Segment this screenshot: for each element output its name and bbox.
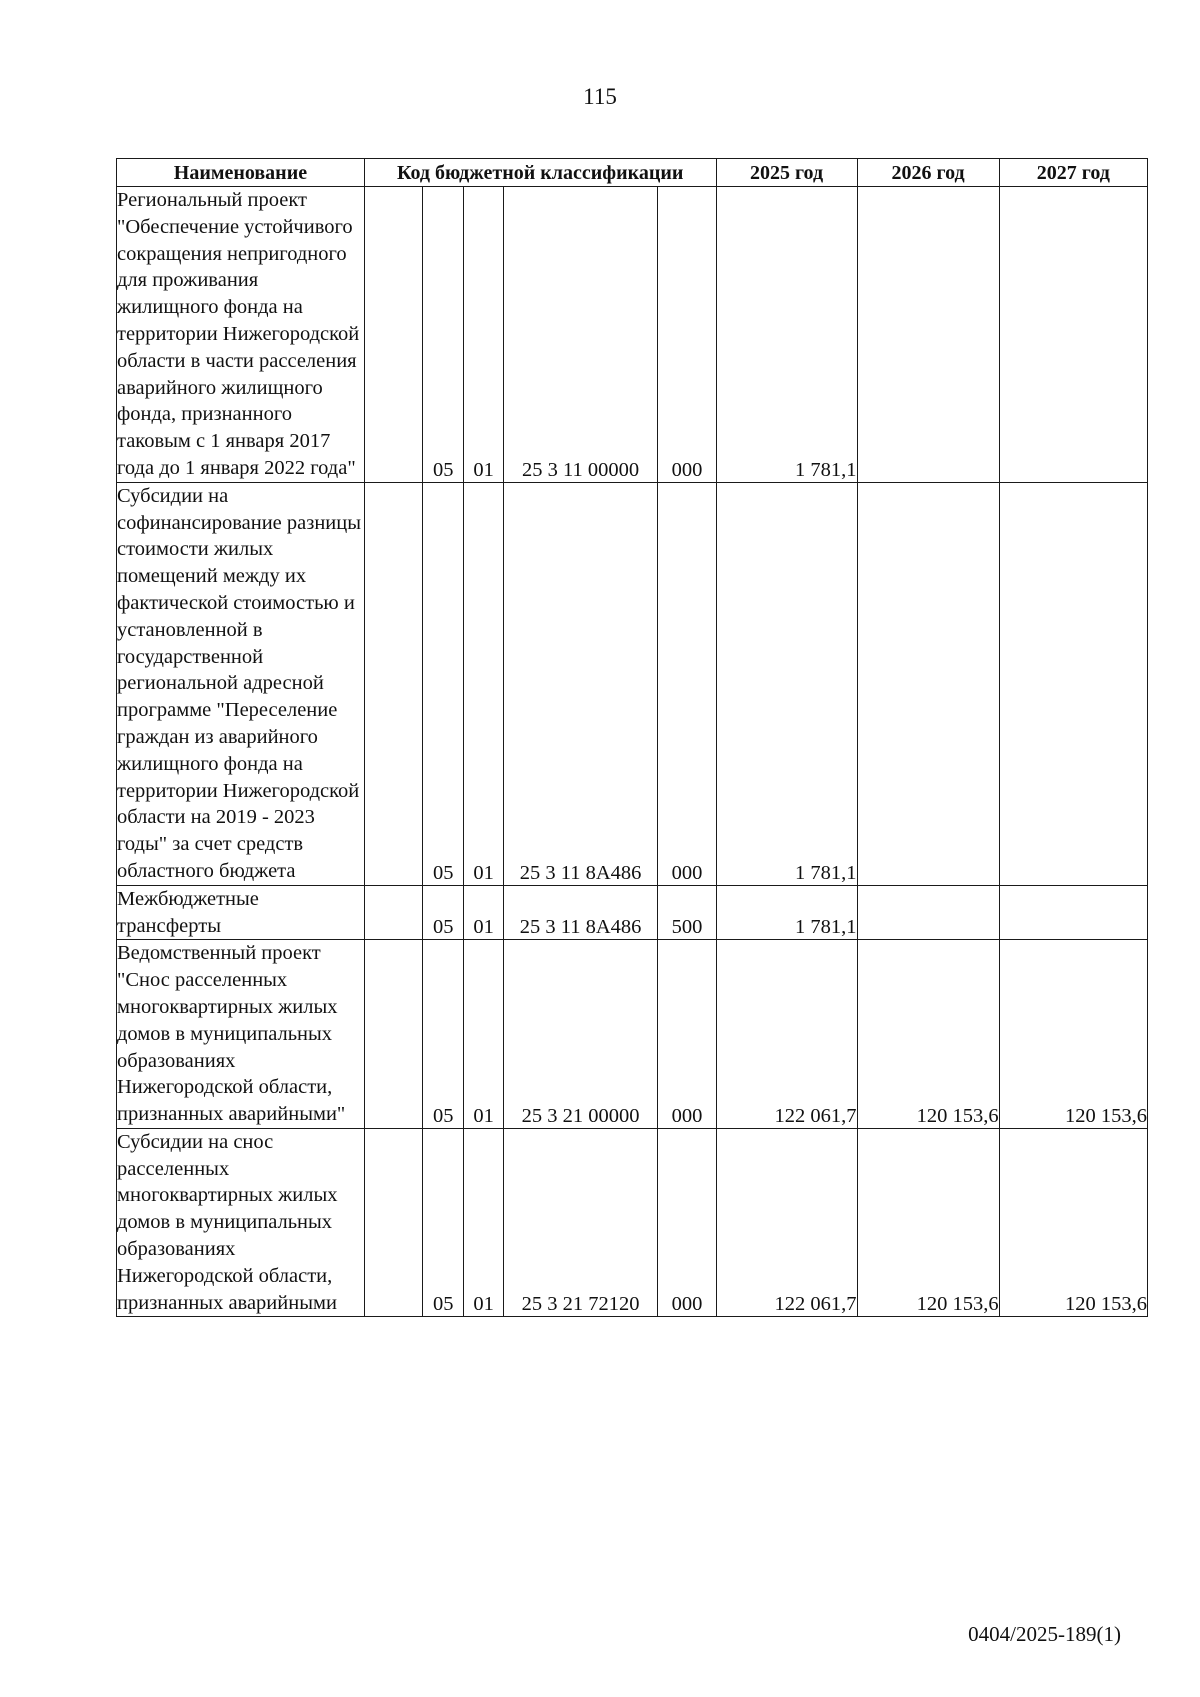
code-target: 25 3 11 8А486 — [503, 885, 658, 940]
table-row — [117, 482, 1148, 885]
value-2027 — [999, 885, 1147, 940]
value-2026: 120 153,6 — [857, 1128, 999, 1317]
code-target: 25 3 11 00000 — [503, 187, 658, 483]
value-2025: 1 781,1 — [716, 187, 857, 483]
code-ministry — [364, 940, 422, 1129]
document-code: 0404/2025-189(1) — [968, 1622, 1121, 1646]
code-ministry — [364, 187, 422, 483]
code-target: 25 3 21 72120 — [503, 1128, 658, 1317]
value-2025: 1 781,1 — [716, 482, 857, 885]
code-section: 05 — [422, 482, 463, 885]
code-expense-type: 000 — [658, 482, 716, 885]
header-row — [117, 159, 1148, 187]
value-2026 — [857, 482, 999, 885]
code-expense-type: 000 — [658, 940, 716, 1129]
value-2025: 1 781,1 — [716, 885, 857, 940]
value-2026 — [857, 187, 999, 483]
row-name: Ведомственный проект "Снос расселенных многоквартирных жилых домов в муниципальных образованиях Нижегородской области, признанных аварийными" — [117, 940, 365, 1129]
value-2025: 122 061,7 — [716, 1128, 857, 1317]
row-name: Межбюджетные трансферты — [117, 885, 365, 940]
code-ministry — [364, 1128, 422, 1317]
page-number: 115 — [583, 84, 617, 109]
value-2027: 120 153,6 — [999, 1128, 1147, 1317]
value-2026 — [857, 885, 999, 940]
code-subsection: 01 — [464, 885, 503, 940]
header-code: Код бюджетной классификации — [364, 159, 716, 187]
code-section: 05 — [422, 187, 463, 483]
code-expense-type: 500 — [658, 885, 716, 940]
code-section: 05 — [422, 885, 463, 940]
budget-table — [116, 158, 1148, 1317]
code-target: 25 3 11 8А486 — [503, 482, 658, 885]
value-2025: 122 061,7 — [716, 940, 857, 1129]
table-row — [117, 1128, 1148, 1317]
code-target: 25 3 21 00000 — [503, 940, 658, 1129]
code-subsection: 01 — [464, 482, 503, 885]
header-2027: 2027 год — [999, 159, 1147, 187]
code-section: 05 — [422, 1128, 463, 1317]
header-2025: 2025 год — [716, 159, 857, 187]
code-ministry — [364, 482, 422, 885]
value-2027 — [999, 187, 1147, 483]
value-2027 — [999, 482, 1147, 885]
code-section: 05 — [422, 940, 463, 1129]
header-2026: 2026 год — [857, 159, 999, 187]
code-subsection: 01 — [464, 1128, 503, 1317]
table-row — [117, 187, 1148, 483]
value-2026: 120 153,6 — [857, 940, 999, 1129]
row-name: Региональный проект "Обеспечение устойчивого сокращения непригодного для проживания жилищного фонда на территории Нижегородской области в части расселения аварийного жилищного фонда, признанного таковым с 1 января 2017 года до 1 января 2022 года" — [117, 187, 365, 483]
code-expense-type: 000 — [658, 1128, 716, 1317]
table-row — [117, 940, 1148, 1129]
value-2027: 120 153,6 — [999, 940, 1147, 1129]
code-expense-type: 000 — [658, 187, 716, 483]
table-row — [117, 885, 1148, 940]
row-name: Субсидии на софинансирование разницы стоимости жилых помещений между их фактической стоимостью и установленной в государственной региональной адресной программе "Переселение граждан из аварийного жилищного фонда на территории Нижегородской области на 2019 - 2023 годы" за счет средств областного бюджета — [117, 482, 365, 885]
header-name: Наименование — [117, 159, 365, 187]
code-subsection: 01 — [464, 940, 503, 1129]
row-name: Субсидии на снос расселенных многоквартирных жилых домов в муниципальных образованиях Нижегородской области, признанных аварийными — [117, 1128, 365, 1317]
code-ministry — [364, 885, 422, 940]
code-subsection: 01 — [464, 187, 503, 483]
